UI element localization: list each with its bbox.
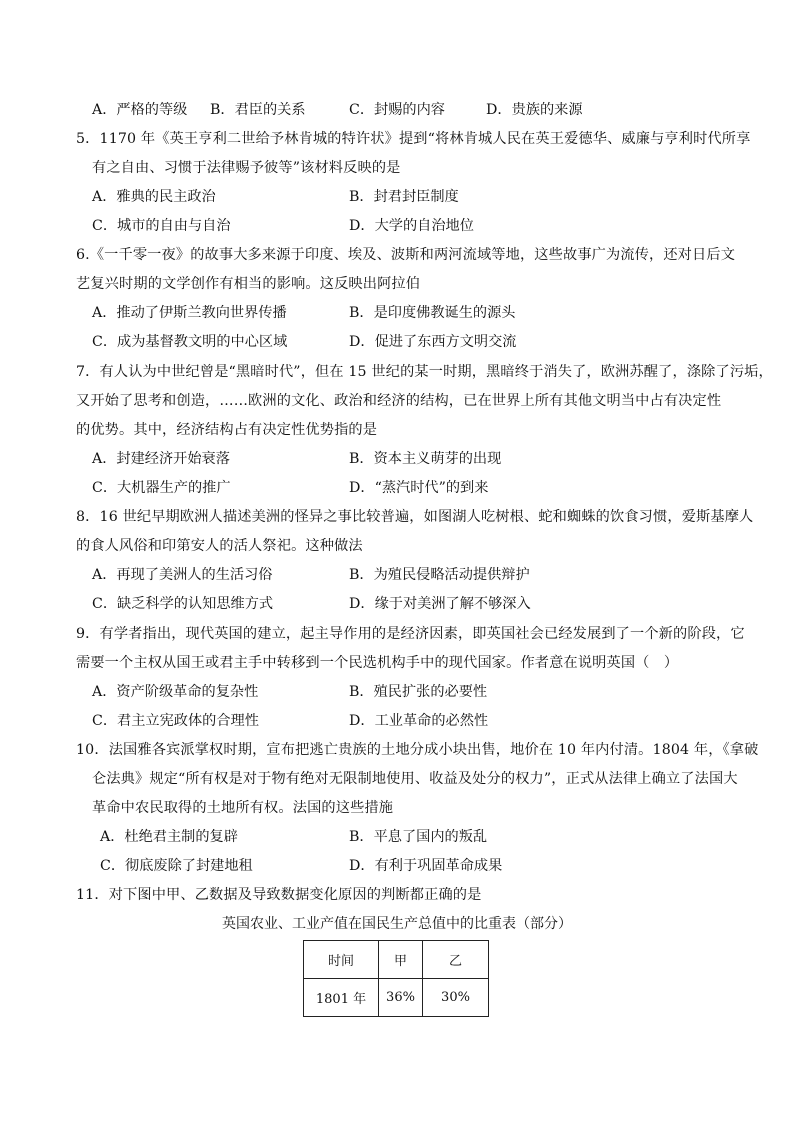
q5-option-a[interactable]: A．雅典的民主政治 (92, 189, 216, 205)
q7-option-d[interactable]: D．“蒸汽时代”的到来 (349, 480, 489, 496)
q9-stem-line-1: 9．有学者指出，现代英国的建立，起主导作用的是经济因素，即英国社会已经发展到了一个新的阶段，它 (76, 626, 745, 642)
q4-option-d[interactable]: D．贵族的来源 (486, 102, 583, 118)
q10-stem-line-2: 仑法典》规定“所有权是对于物有绝对无限制地使用、收益及处分的权力”，正式从法律上确立了法国大 (92, 771, 738, 787)
q7-stem-line-1: 7．有人认为中世纪曾是“黑暗时代”，但在 15 世纪的某一时期，黑暗终于消失了，欧洲苏醒了，涤除了污垢， (76, 364, 773, 380)
table-cell: 30% (423, 979, 489, 1017)
q4-option-c[interactable]: C．封赐的内容 (349, 102, 445, 118)
q10-stem-line-3: 革命中农民取得的土地所有权。法国的这些措施 (92, 800, 394, 816)
q10-option-a[interactable]: A．杜绝君主制的复辟 (100, 829, 238, 845)
q9-option-a[interactable]: A．资产阶级革命的复杂性 (92, 684, 259, 700)
q6-stem-line-1: 6.《一千零一夜》的故事大多来源于印度、埃及、波斯和两河流域等地，这些故事广为流传，还对日后文 (76, 247, 736, 263)
table-header-cell: 乙 (423, 941, 489, 979)
q10-option-d[interactable]: D．有利于巩固革命成果 (349, 858, 503, 874)
table-header-cell: 甲 (379, 941, 423, 979)
q6-option-a[interactable]: A．推动了伊斯兰教向世界传播 (92, 305, 287, 321)
q6-option-b[interactable]: B．是印度佛教诞生的源头 (349, 305, 516, 321)
q6-option-d[interactable]: D．促进了东西方文明交流 (349, 334, 517, 350)
q7-option-a[interactable]: A．封建经济开始衰落 (92, 451, 230, 467)
table-cell: 36% (379, 979, 423, 1017)
q9-option-c[interactable]: C．君主立宪政体的合理性 (92, 713, 259, 729)
q5-stem-line-2: 有之自由、习惯于法律赐予彼等”该材料反映的是 (92, 160, 401, 176)
q7-stem-line-3: 的优势。其中，经济结构占有决定性优势指的是 (76, 422, 378, 438)
q5-option-b[interactable]: B．封君封臣制度 (349, 189, 459, 205)
table-row (304, 979, 489, 1017)
q6-option-c[interactable]: C．成为基督教文明的中心区域 (92, 334, 288, 350)
q5-option-c[interactable]: C．城市的自由与自治 (92, 218, 231, 234)
table-cell: 1801 年 (304, 979, 379, 1017)
q8-option-d[interactable]: D．缘于对美洲了解不够深入 (349, 596, 531, 612)
q8-option-c[interactable]: C．缺乏科学的认知思维方式 (92, 596, 274, 612)
q9-option-b[interactable]: B．殖民扩张的必要性 (349, 684, 488, 700)
q8-stem-line-1: 8．16 世纪早期欧洲人描述美洲的怪异之事比较普遍，如图湖人吃树根、蛇和蜘蛛的饮食习惯，爱斯基摩人 (76, 509, 754, 525)
q9-option-d[interactable]: D．工业革命的必然性 (349, 713, 489, 729)
q5-option-d[interactable]: D．大学的自治地位 (349, 218, 474, 234)
q10-stem-line-1: 10．法国雅各宾派掌权时期，宣布把逃亡贵族的土地分成小块出售，地价在 10 年内付清。1804 年，《拿破 (76, 742, 759, 758)
q4-option-a[interactable]: A．严格的等级 (92, 102, 188, 118)
q10-option-b[interactable]: B．平息了国内的叛乱 (349, 829, 488, 845)
q5-stem-line-1: 5．1170 年《英王亨利二世给予林肯城的特许状》提到“将林肯城人民在英王爱德华、威廉与亨利时代所享 (76, 131, 751, 147)
q10-option-c[interactable]: C．彻底废除了封建地租 (100, 858, 253, 874)
table-header-row (304, 941, 489, 979)
q7-option-b[interactable]: B．资本主义萌芽的出现 (349, 451, 502, 467)
q4-option-b[interactable]: B．君臣的关系 (210, 102, 306, 118)
q11-stem-line-1: 11．对下图中甲、乙数据及导致数据变化原因的判断都正确的是 (76, 887, 482, 903)
q7-option-c[interactable]: C．大机器生产的推广 (92, 480, 231, 496)
q6-stem-line-2: 艺复兴时期的文学创作有相当的影响。这反映出阿拉伯 (76, 276, 421, 292)
q8-option-a[interactable]: A．再现了美洲人的生活习俗 (92, 567, 273, 583)
q11-table-title: 英国农业、工业产值在国民生产总值中的比重表（部分） (222, 916, 572, 932)
q7-stem-line-2: 又开始了思考和创造，……欧洲的文化、政治和经济的结构，已在世界上所有其他文明当中占有决定性 (76, 393, 722, 409)
q8-stem-line-2: 的食人风俗和印第安人的活人祭祀。这种做法 (76, 538, 363, 554)
q9-stem-line-2: 需要一个主权从国王或君主手中转移到一个民选机构手中的现代国家。作者意在说明英国（ ） (76, 655, 679, 671)
q8-option-b[interactable]: B．为殖民侵略活动提供辩护 (349, 567, 530, 583)
table-header-cell: 时间 (304, 941, 379, 979)
q11-data-table (303, 940, 489, 1017)
